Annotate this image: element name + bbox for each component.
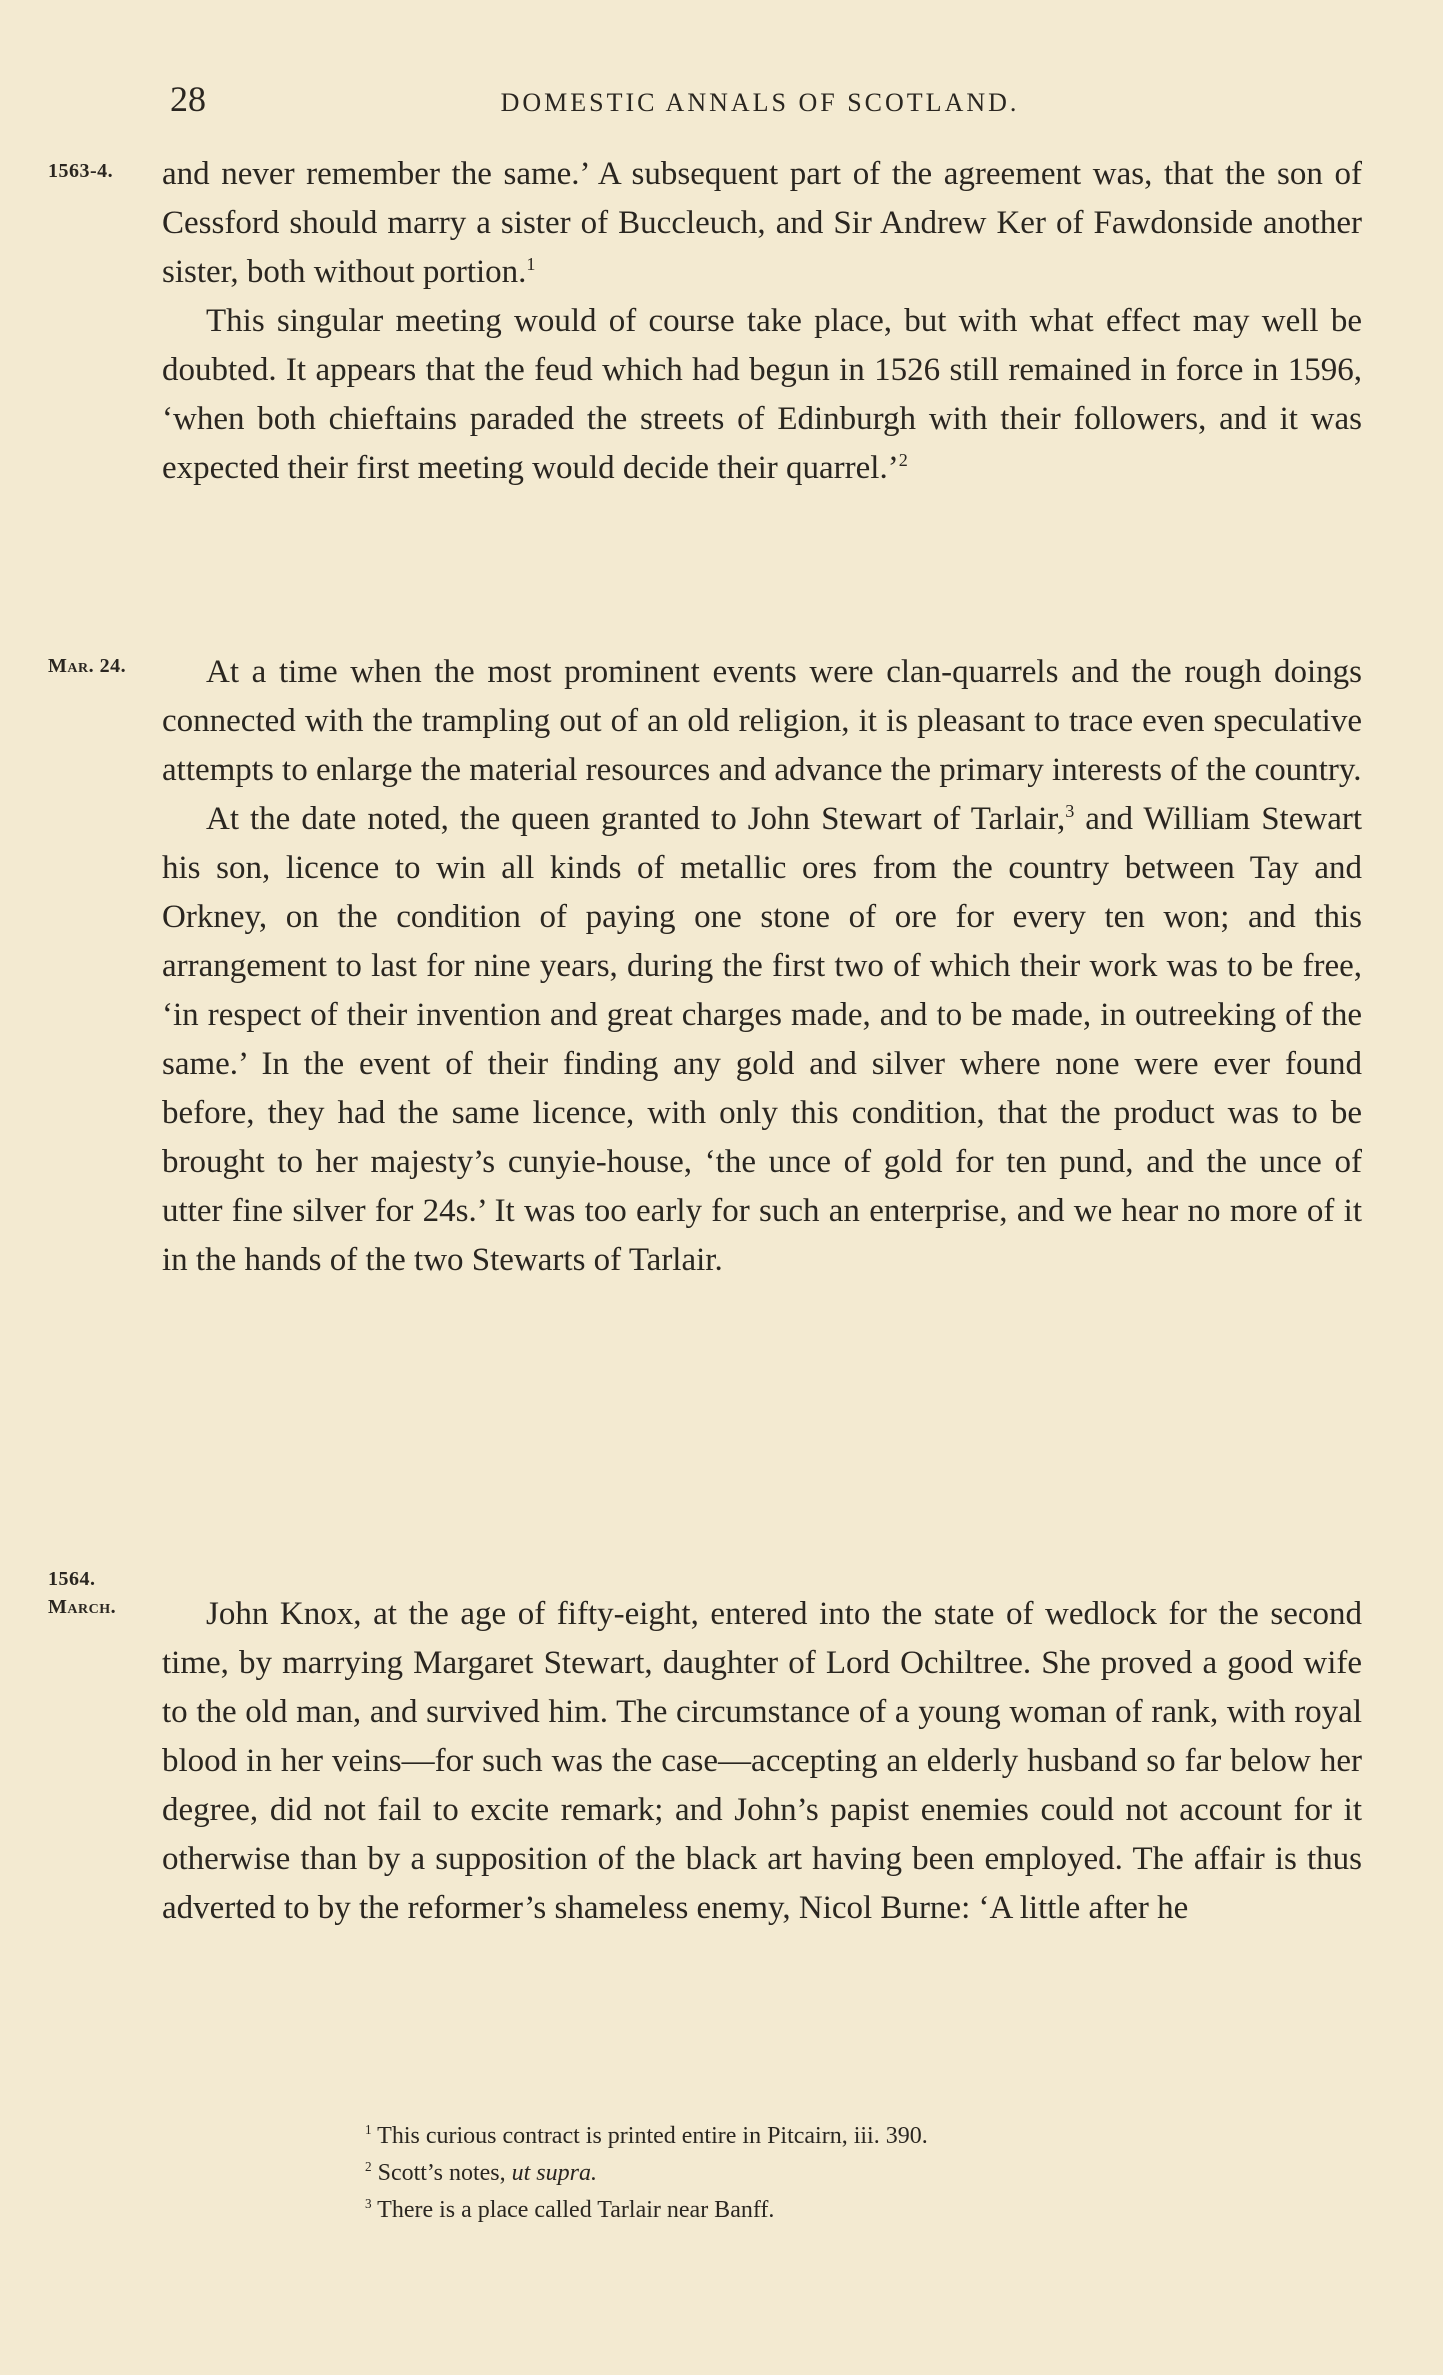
body-block-3 <box>162 1590 1362 1933</box>
page-header <box>160 78 1360 128</box>
margin-note-date: Mar. 24. <box>48 655 127 677</box>
paragraph: John Knox, at the age of fifty-eight, entered into the state of wedlock for the second time, by marrying Margaret Stewart, daughter of Lord Ochiltree. She proved a good wife to the old man, and survived him. The circumstance of a young woman of rank, with royal blood in her veins—for such was the case—accepting an elderly husband so far below her degree, did not fail to excite remark; and John’s papist enemies could not account for it otherwise than by a supposition of the black art having been employed. The affair is thus adverted to by the reformer’s shameless enemy, Nicol Burne: ‘A little after he <box>162 1596 1362 1926</box>
paragraph: At the date noted, the queen granted to John Stewart of Tarlair,$^3$ and William Stewart his son, licence to win all kinds of metallic ores from the country between Tay and Orkney, on the condition of paying one stone of ore for every ten won; and this arrangement to last for nine years, during the first two of which their work was to be free, ‘in respect of their invention and great charges made, and to be made, in outreeking of the same.’ In the event of their finding any gold and silver where none were ever found before, they had the same licence, with only this condition, that the product was to be brought to her majesty’s cunyie-house, ‘the unce of gold for ten pund, and the unce of utter fine silver for 24s.’ It was too early for such an enterprise, and we hear no more of it in the hands of the two Stewarts of Tarlair. <box>162 801 1363 1278</box>
margin-note-year: 1564. <box>48 1568 96 1590</box>
footnote-ref: 2 <box>898 450 908 470</box>
running-title: DOMESTIC ANNALS OF SCOTLAND. <box>500 88 1020 117</box>
margin-note-date: 1563-4. <box>48 160 114 182</box>
footnote-ref: 3 <box>1065 801 1075 821</box>
footnote: $^1$ This curious contract is printed entire in Pitcairn, iii. 390. <box>365 2122 928 2149</box>
page-number: 28 <box>170 79 206 119</box>
body-block-1 <box>162 150 1362 493</box>
paragraph: At a time when the most prominent events were clan-quarrels and the rough doings connected with the trampling out of an old religion, it is pleasant to trace even speculative attempts to enlarge the material resources and advance the primary interests of the country. <box>162 654 1362 788</box>
paragraph: and never remember the same.’ A subsequent part of the agreement was, that the son of Cessford should marry a sister of Buccleuch, and Sir Andrew Ker of Fawdonside another sister, both without portion.$^1$ <box>162 156 1362 290</box>
paragraph: This singular meeting would of course take place, but with what effect may well be doubted. It appears that the feud which had begun in 1526 still remained in force in 1596, ‘when both chieftains paraded the streets of Edinburgh with their followers, and it was expected their first meeting would decide their quarrel.’$^2$ <box>162 303 1362 486</box>
footnote-ref: 1 <box>526 254 536 274</box>
footnote: $^2$ Scott’s notes, ut supra. <box>365 2159 597 2186</box>
body-block-2 <box>162 648 1362 1285</box>
footnote: $^3$ There is a place called Tarlair near Banff. <box>365 2196 775 2223</box>
margin-note-month: March. <box>48 1596 117 1618</box>
